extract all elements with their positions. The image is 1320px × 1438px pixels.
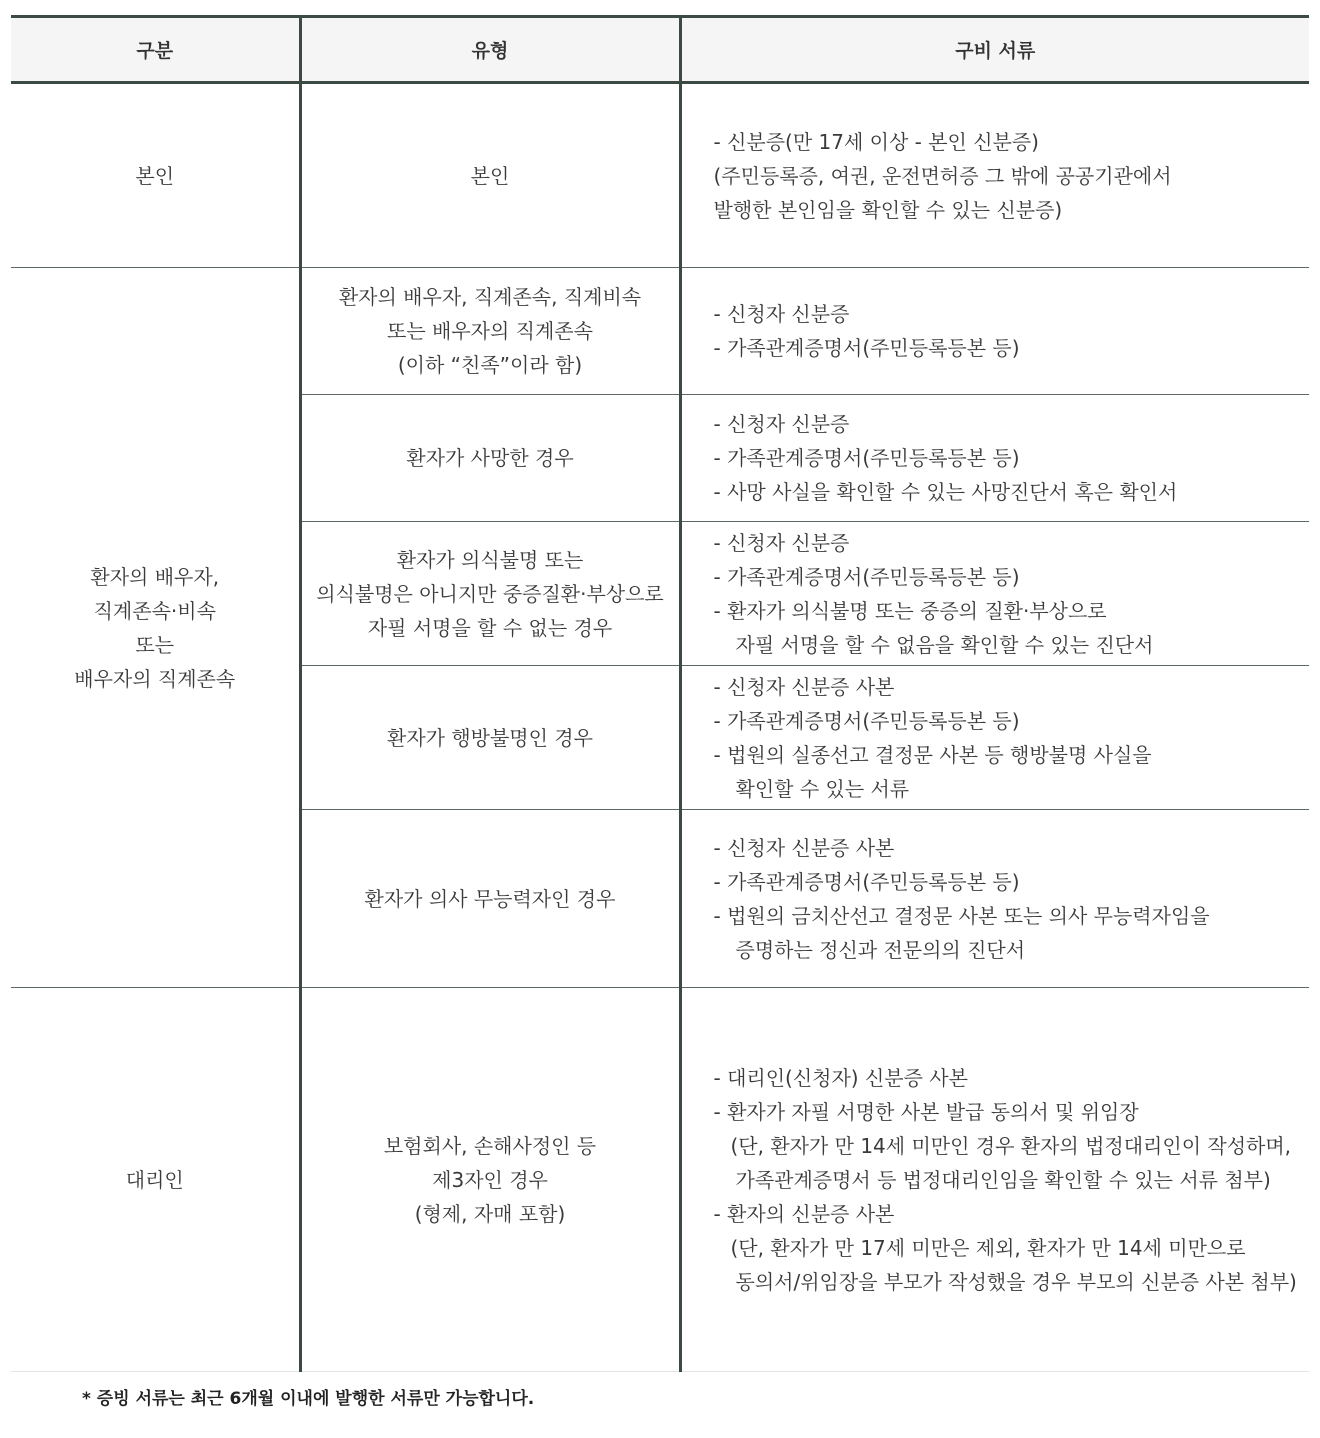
docs-deceased [680,395,1309,522]
category-self: 본인 [11,83,300,268]
doc-line: - 신분증(만 17세 이상 - 본인 신분증) [713,129,1039,154]
header-category: 구분 [11,17,300,83]
doc-line: - 신청자 신분증 사본 [713,674,895,699]
type-line: 자필 서명을 할 수 없는 경우 [367,615,613,640]
type-unconscious [300,522,680,666]
header-documents: 구비 서류 [680,17,1309,83]
doc-line: - 가족관계증명서(주민등록등본 등) [713,708,1020,733]
header-type: 유형 [300,17,680,83]
docs-relatives [680,268,1309,395]
footnote: * 증빙 서류는 최근 6개월 이내에 발행한 서류만 가능합니다. [82,1389,535,1409]
type-line: 의식불명은 아니지만 중증질환·부상으로 [316,581,664,606]
doc-line: - 환자가 자필 서명한 사본 발급 동의서 및 위임장 [713,1099,1139,1124]
category-line: 배우자의 직계존속 [74,666,236,691]
table-row-agent [11,988,1309,1372]
doc-line: - 대리인(신청자) 신분증 사본 [713,1065,968,1090]
doc-line: - 신청자 신분증 [713,302,850,326]
type-line: 환자가 행방불명인 경우 [387,725,593,750]
type-relatives [300,268,680,395]
type-line: 환자가 의식불명 또는 [396,547,584,572]
required-documents-table [11,15,1309,1372]
doc-line: - 법원의 실종선고 결정문 사본 등 행방불명 사실을 [713,742,1152,767]
type-line: 제3자인 경우 [432,1167,548,1192]
type-self: 본인 [300,83,680,268]
type-deceased [300,395,680,522]
doc-line: 자필 서명을 할 수 없음을 확인할 수 있는 진단서 [735,632,1154,657]
type-line: 또는 배우자의 직계존속 [387,319,593,343]
category-line: 또는 [135,632,175,657]
doc-line: 확인할 수 있는 서류 [735,776,910,801]
doc-line: - 사망 사실을 확인할 수 있는 사망진단서 혹은 확인서 [713,480,1178,504]
table-row-family-relatives [11,268,1309,395]
category-agent: 대리인 [11,988,300,1372]
doc-line: (단, 환자가 만 17세 미만은 제외, 환자가 만 14세 미만으로 [730,1235,1246,1260]
docs-agent [680,988,1309,1372]
docs-self [680,83,1309,268]
doc-line: (주민등록증, 여권, 운전면허증 그 밖에 공공기관에서 [713,163,1172,188]
doc-line: 발행한 본인임을 확인할 수 있는 신분증) [713,197,1063,222]
doc-line: - 신청자 신분증 사본 [713,835,895,860]
category-line: 직계존속·비속 [93,598,216,623]
type-line: 환자의 배우자, 직계존속, 직계비속 [338,285,642,309]
type-line: 환자가 의사 무능력자인 경우 [364,886,616,911]
doc-line: - 환자가 의식불명 또는 중증의 질환·부상으로 [713,598,1107,623]
category-line: 환자의 배우자, [90,564,220,589]
table-row-self [11,83,1309,268]
type-incompetent [300,810,680,988]
docs-missing [680,666,1309,810]
type-line: 환자가 사망한 경우 [406,446,574,470]
docs-unconscious [680,522,1309,666]
doc-line: - 가족관계증명서(주민등록등본 등) [713,336,1020,360]
doc-line: - 신청자 신분증 [713,412,850,436]
doc-line: - 환자의 신분증 사본 [713,1201,895,1226]
doc-line: 동의서/위임장을 부모가 작성했을 경우 부모의 신분증 사본 첨부) [735,1269,1297,1294]
type-line: 보험회사, 손해사정인 등 [383,1133,597,1158]
type-agent [300,988,680,1372]
doc-line: 증명하는 정신과 전문의의 진단서 [735,937,1026,962]
category-family [11,268,300,988]
doc-line: - 가족관계증명서(주민등록등본 등) [713,869,1020,894]
table-header-row [11,17,1309,83]
doc-line: - 가족관계증명서(주민등록등본 등) [713,446,1020,470]
type-missing [300,666,680,810]
doc-line: - 법원의 금치산선고 결정문 사본 또는 의사 무능력자임을 [713,903,1210,928]
doc-line: - 신청자 신분증 [713,530,850,555]
docs-incompetent [680,810,1309,988]
doc-line: - 가족관계증명서(주민등록등본 등) [713,564,1020,589]
doc-line: (단, 환자가 만 14세 미만인 경우 환자의 법정대리인이 작성하며, [730,1133,1292,1158]
doc-line: 가족관계증명서 등 법정대리인임을 확인할 수 있는 서류 첨부) [735,1167,1271,1192]
type-line: (이하 “친족”이라 함) [397,353,583,377]
type-line: (형제, 자매 포함) [414,1201,566,1226]
